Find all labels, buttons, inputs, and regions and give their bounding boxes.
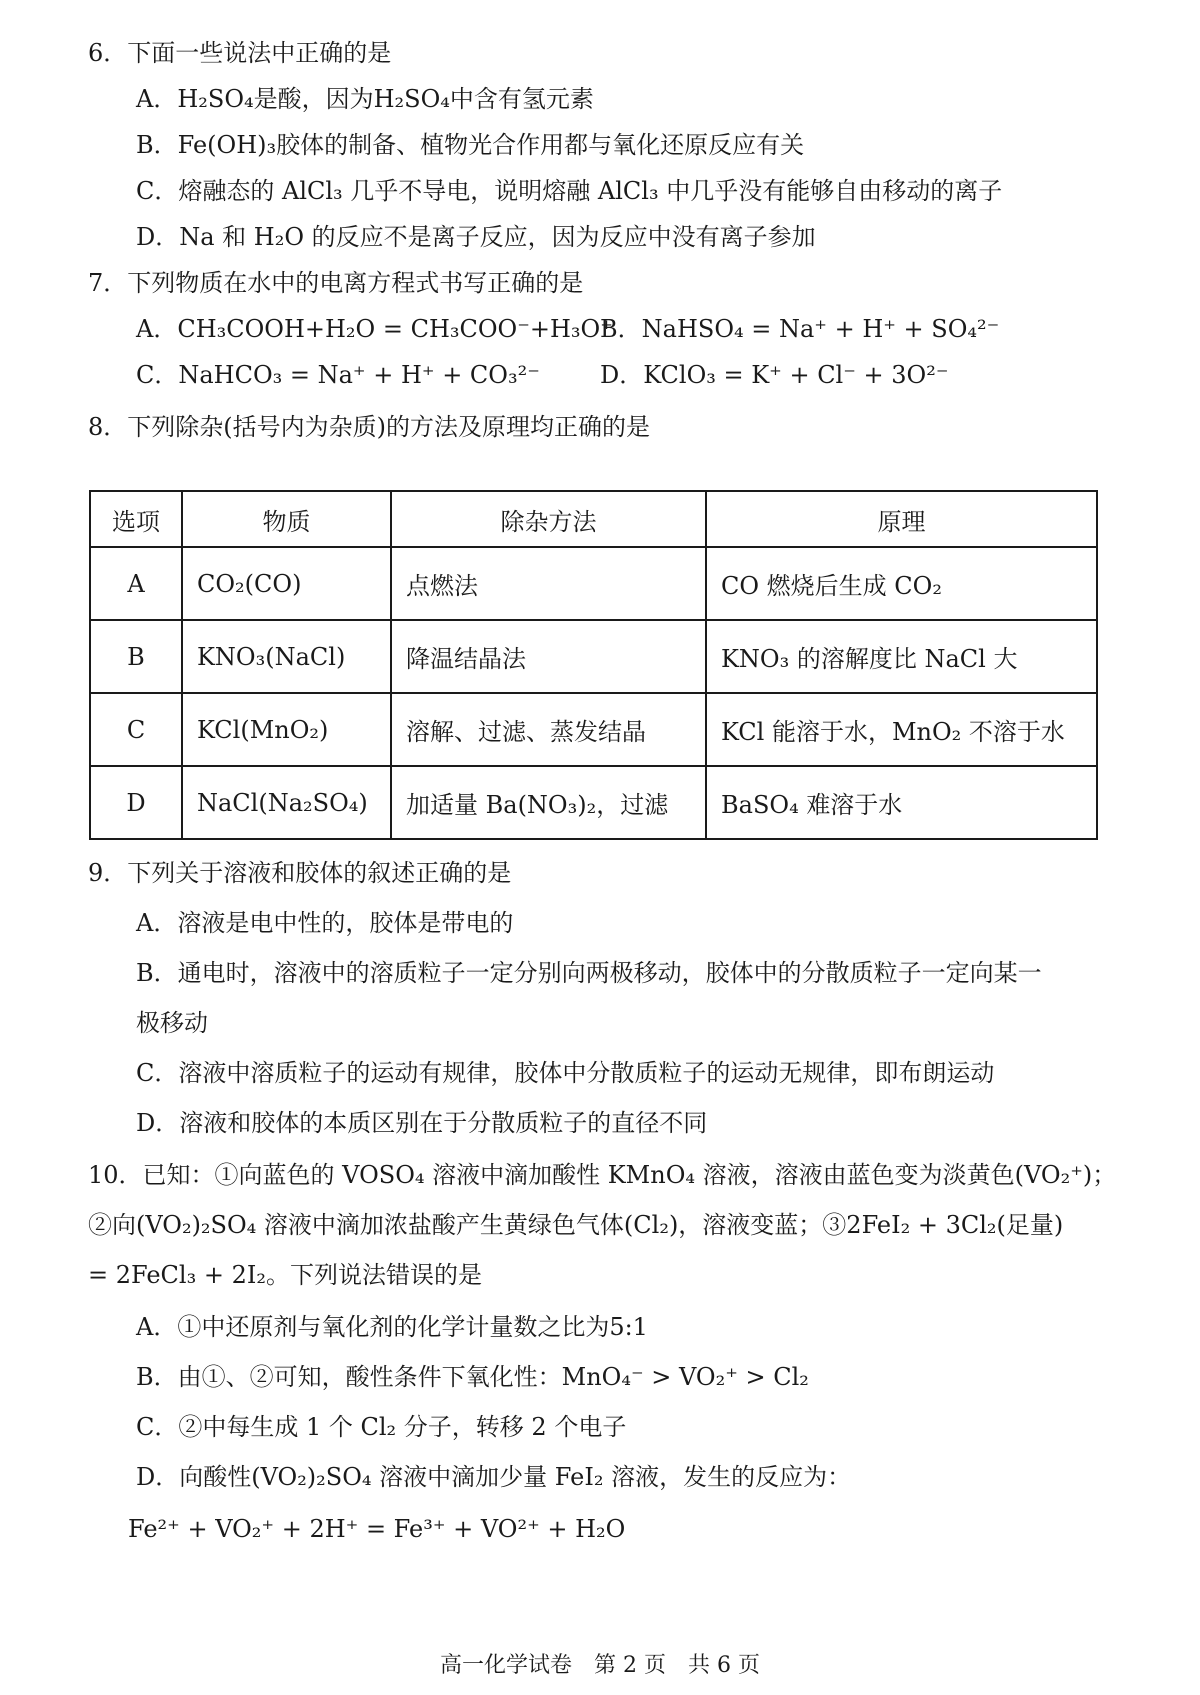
table-row <box>90 766 1097 839</box>
q10-option-c: C．②中每生成 1 个 Cl₂ 分子，转移 2 个电子 <box>136 1413 627 1441</box>
q6-option-d: D．Na 和 H₂O 的反应不是离子反应，因为反应中没有离子参加 <box>136 223 816 251</box>
table-cell: CO 燃烧后生成 CO₂ <box>706 547 1097 620</box>
q9-option-b-continued: 极移动 <box>136 1009 208 1037</box>
table-cell: KNO₃(NaCl) <box>182 620 391 693</box>
table-cell: CO₂(CO) <box>182 547 391 620</box>
q9-option-c: C．溶液中溶质粒子的运动有规律，胶体中分散质粒子的运动无规律，即布朗运动 <box>136 1059 995 1087</box>
q9-option-a: A．溶液是电中性的，胶体是带电的 <box>136 909 514 937</box>
q6-stem: 6．下面一些说法中正确的是 <box>88 39 392 67</box>
q6-option-c: C．熔融态的 AlCl₃ 几乎不导电，说明熔融 AlCl₃ 中几乎没有能够自由移动的离子 <box>136 177 1003 205</box>
q9-stem: 9．下列关于溶液和胶体的叙述正确的是 <box>88 859 512 887</box>
table-cell: 溶解、过滤、蒸发结晶 <box>391 693 706 766</box>
table-cell: D <box>90 766 182 839</box>
table-cell: NaCl(Na₂SO₄) <box>182 766 391 839</box>
table-row <box>90 547 1097 620</box>
table-cell: 降温结晶法 <box>391 620 706 693</box>
table-header: 除杂方法 <box>391 491 706 547</box>
table-cell: C <box>90 693 182 766</box>
q7-option-a: A．CH₃COOH+H₂O = CH₃COO⁻+H₃O⁺ <box>136 315 613 343</box>
q10-stem-line-3: = 2FeCl₃ + 2I₂。下列说法错误的是 <box>88 1261 482 1289</box>
table-row <box>90 620 1097 693</box>
table-header: 选项 <box>90 491 182 547</box>
q10-option-d-equation: Fe²⁺ + VO₂⁺ + 2H⁺ = Fe³⁺ + VO²⁺ + H₂O <box>128 1515 626 1543</box>
table-cell: B <box>90 620 182 693</box>
table-cell: 加适量 Ba(NO₃)₂，过滤 <box>391 766 706 839</box>
table-cell: KNO₃ 的溶解度比 NaCl 大 <box>706 620 1097 693</box>
q7-option-b: B．NaHSO₄ = Na⁺ + H⁺ + SO₄²⁻ <box>600 315 1000 343</box>
page-footer: 高一化学试卷 第 2 页 共 6 页 <box>440 1653 760 1678</box>
q10-option-d: D．向酸性(VO₂)₂SO₄ 溶液中滴加少量 FeI₂ 溶液，发生的反应为： <box>136 1463 852 1491</box>
q7-stem: 7．下列物质在水中的电离方程式书写正确的是 <box>88 269 584 297</box>
q10-option-a: A．①中还原剂与氧化剂的化学计量数之比为5:1 <box>136 1313 648 1341</box>
q9-option-b: B．通电时，溶液中的溶质粒子一定分别向两极移动，胶体中的分散质粒子一定向某一 <box>136 959 1042 987</box>
q7-option-c: C．NaHCO₃ = Na⁺ + H⁺ + CO₃²⁻ <box>136 361 540 389</box>
q8-table <box>89 490 1098 840</box>
q6-option-b: B．Fe(OH)₃胶体的制备、植物光合作用都与氧化还原反应有关 <box>136 131 805 159</box>
table-cell: 点燃法 <box>391 547 706 620</box>
q8-stem: 8．下列除杂(括号内为杂质)的方法及原理均正确的是 <box>88 413 650 441</box>
q10-stem-line-1: 10．已知：①向蓝色的 VOSO₄ 溶液中滴加酸性 KMnO₄ 溶液，溶液由蓝色变为淡黄色(VO₂⁺)； <box>88 1161 1117 1189</box>
q9-option-d: D．溶液和胶体的本质区别在于分散质粒子的直径不同 <box>136 1109 708 1137</box>
q6-option-a: A．H₂SO₄是酸，因为H₂SO₄中含有氢元素 <box>136 85 594 113</box>
table-cell: KCl(MnO₂) <box>182 693 391 766</box>
table-cell: A <box>90 547 182 620</box>
table-header-row <box>90 491 1097 547</box>
q10-stem-line-2: ②向(VO₂)₂SO₄ 溶液中滴加浓盐酸产生黄绿色气体(Cl₂)，溶液变蓝；③2FeI₂ + 3Cl₂(足量) <box>88 1211 1064 1239</box>
table-row <box>90 693 1097 766</box>
table-cell: KCl 能溶于水，MnO₂ 不溶于水 <box>706 693 1097 766</box>
table-header: 物质 <box>182 491 391 547</box>
q7-option-d: D．KClO₃ = K⁺ + Cl⁻ + 3O²⁻ <box>600 361 949 389</box>
table-cell: BaSO₄ 难溶于水 <box>706 766 1097 839</box>
q10-option-b: B．由①、②可知，酸性条件下氧化性：MnO₄⁻ > VO₂⁺ > Cl₂ <box>136 1363 809 1391</box>
table-header: 原理 <box>706 491 1097 547</box>
